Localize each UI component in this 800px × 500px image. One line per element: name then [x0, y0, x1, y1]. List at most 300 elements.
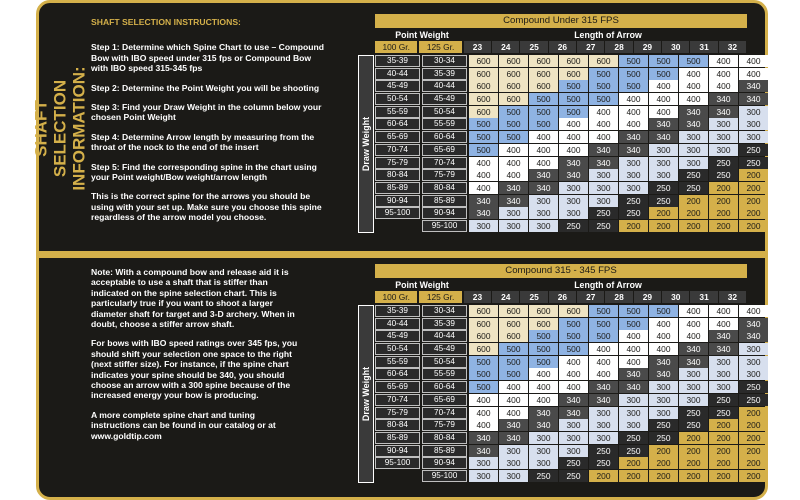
spine-cell: 500 [589, 330, 618, 342]
spine-cell: 600 [529, 318, 558, 330]
spine-cell: 500 [649, 68, 678, 80]
spine-row [469, 419, 769, 432]
spine-cell: 500 [559, 80, 588, 92]
spine-cell: 250 [649, 182, 678, 194]
spine-cell: 400 [469, 407, 498, 419]
point-weight-125gr: 125 Gr. [419, 291, 461, 303]
draw-weight-range-row [375, 220, 469, 233]
draw-weight-range-row [375, 80, 469, 93]
arrow-length-header: 25 [520, 291, 547, 303]
range-125gr: 45-49 [422, 93, 467, 105]
instruction-step: Step 5: Find the corresponding spine in the chart using your Point weight/Bow weight/arrow length [91, 161, 317, 183]
arrow-length-header: 29 [634, 41, 661, 53]
spine-cell: 500 [499, 118, 528, 130]
spine-cell: 300 [739, 106, 768, 118]
spine-cell: 500 [559, 106, 588, 118]
spine-row [469, 195, 769, 208]
draw-weight-range-row [375, 419, 469, 432]
draw-weight-text: Draw Weight [361, 366, 371, 421]
range-125gr: 85-89 [422, 445, 467, 457]
spine-cell: 340 [589, 381, 618, 393]
spine-cell: 340 [559, 169, 588, 181]
spine-cell: 340 [469, 207, 498, 219]
spine-cell: 340 [709, 343, 738, 355]
range-125gr: 40-44 [422, 330, 467, 342]
draw-weight-range-row [375, 381, 469, 394]
instruction-step: Step 2: Determine the Point Weight you will be shooting [91, 82, 320, 93]
draw-weight-range-row [375, 118, 469, 131]
spine-cell: 400 [529, 144, 558, 156]
spine-cell: 500 [619, 55, 648, 67]
spine-cell: 300 [619, 169, 648, 181]
spine-cell: 200 [649, 207, 678, 219]
spine-cell: 400 [499, 157, 528, 169]
spine-row [469, 305, 769, 318]
spine-cell: 340 [679, 343, 708, 355]
spine-cell: 600 [469, 55, 498, 67]
range-125gr: 30-34 [422, 305, 467, 317]
spine-cell: 200 [739, 470, 768, 482]
spine-cell: 400 [709, 80, 738, 92]
spine-cell: 600 [529, 55, 558, 67]
instruction-summary: This is the correct spine for the arrows you should be using with your set up. Make sure you choose this spine regardless of the arrow model you choose. [91, 191, 322, 223]
spine-cell: 400 [529, 157, 558, 169]
spine-cell: 300 [499, 207, 528, 219]
spine-cell: 340 [739, 93, 768, 105]
spine-cell: 340 [649, 118, 678, 130]
spine-cell: 300 [619, 157, 648, 169]
spine-cell: 300 [709, 144, 738, 156]
spine-cell: 500 [469, 356, 498, 368]
spine-cell: 250 [559, 470, 588, 482]
spine-cell: 200 [619, 470, 648, 482]
note-paragraph: A more complete spine chart and tuning instructions can be found in our catalog or at www.goldtip.com [91, 409, 276, 441]
draw-weight-range-row [375, 394, 469, 407]
spine-cell: 400 [529, 381, 558, 393]
spine-cell: 250 [739, 144, 768, 156]
spine-cell: 340 [559, 394, 588, 406]
arrow-length-header: 23 [464, 41, 491, 53]
chart-body [323, 55, 761, 233]
spine-cell: 400 [559, 368, 588, 380]
spine-cell: 300 [709, 131, 738, 143]
spine-row [469, 470, 769, 483]
spine-cell: 340 [559, 157, 588, 169]
range-125gr: 60-64 [422, 131, 467, 143]
arrow-length-header: 31 [690, 41, 717, 53]
spine-row [469, 457, 769, 470]
spine-cell: 300 [529, 457, 558, 469]
draw-weight-label [358, 55, 374, 233]
spine-cell: 300 [739, 118, 768, 130]
spine-cell: 200 [739, 220, 768, 232]
spine-cell: 340 [649, 356, 678, 368]
spine-cell: 400 [529, 368, 558, 380]
spine-cell: 200 [739, 195, 768, 207]
range-100gr: 85-89 [375, 182, 420, 194]
arrow-length-header: 24 [492, 41, 519, 53]
spine-cell: 300 [529, 445, 558, 457]
spine-cell: 600 [559, 68, 588, 80]
range-125gr: 75-79 [422, 419, 467, 431]
spine-cell: 500 [649, 305, 678, 317]
spine-cell: 500 [589, 68, 618, 80]
spine-cell: 400 [679, 305, 708, 317]
range-125gr: 70-74 [422, 157, 467, 169]
spine-cell: 300 [649, 157, 678, 169]
spine-cell: 300 [589, 407, 618, 419]
point-weight-label: Point Weight [395, 30, 449, 40]
spine-cell: 200 [739, 457, 768, 469]
spine-cell: 340 [679, 106, 708, 118]
spine-cell: 200 [709, 220, 738, 232]
length-of-arrow-label: Length of Arrow [574, 280, 642, 290]
spine-cell: 300 [529, 207, 558, 219]
spine-cell: 500 [529, 330, 558, 342]
spine-row [469, 157, 769, 170]
spine-cell: 200 [709, 207, 738, 219]
draw-weight-range-row [375, 182, 469, 195]
draw-weight-range-row [375, 144, 469, 157]
spine-cell: 250 [739, 157, 768, 169]
spine-cell: 400 [619, 93, 648, 105]
draw-weight-range-row [375, 343, 469, 356]
spine-cell: 600 [559, 305, 588, 317]
spine-row [469, 368, 769, 381]
range-125gr: 60-64 [422, 381, 467, 393]
draw-weight-text: Draw Weight [361, 116, 371, 171]
spine-cell: 300 [559, 182, 588, 194]
arrow-length-header: 27 [577, 41, 604, 53]
range-125gr: 35-39 [422, 318, 467, 330]
spine-cell: 600 [469, 318, 498, 330]
spine-cell: 200 [739, 445, 768, 457]
chart-title: Compound 315 - 345 FPS [375, 264, 747, 278]
spine-cell: 200 [679, 207, 708, 219]
spine-cell: 250 [619, 445, 648, 457]
spine-cell: 200 [649, 457, 678, 469]
spine-cell: 200 [589, 470, 618, 482]
spine-cell: 250 [559, 220, 588, 232]
spine-cell: 300 [499, 457, 528, 469]
spine-chart-card [31, 0, 768, 500]
spine-cell: 500 [589, 93, 618, 105]
note-paragraph: For bows with IBO speed ratings over 345 fps, you should shift your selection one space to the right (next stiffer size). For instance, if the spine chart indicates your spine should be 340, you should choose an arrow with a 300 spine because of the increased energy your bow is producing. [91, 338, 298, 401]
range-100gr: 80-84 [375, 419, 420, 431]
range-100gr: 50-54 [375, 93, 420, 105]
range-125gr: 75-79 [422, 169, 467, 181]
spine-cell: 250 [649, 195, 678, 207]
spine-cell: 500 [469, 118, 498, 130]
range-125gr: 30-34 [422, 55, 467, 67]
spine-cell: 200 [739, 169, 768, 181]
spine-cell: 200 [709, 470, 738, 482]
spine-cell: 400 [529, 131, 558, 143]
range-100gr: 45-49 [375, 330, 420, 342]
spine-cell: 340 [649, 368, 678, 380]
spine-cell: 340 [709, 330, 738, 342]
arrow-length-header: 23 [464, 291, 491, 303]
spine-cell: 500 [499, 106, 528, 118]
arrow-length-header: 32 [719, 41, 746, 53]
draw-weight-range-row [375, 432, 469, 445]
spine-cell: 500 [469, 368, 498, 380]
spine-row [469, 318, 769, 331]
spine-cell: 340 [529, 182, 558, 194]
spine-cell: 300 [499, 445, 528, 457]
spine-cell: 340 [499, 432, 528, 444]
spine-cell: 300 [739, 368, 768, 380]
spine-cell: 300 [559, 445, 588, 457]
point-weight-125gr: 125 Gr. [419, 41, 461, 53]
spine-cell: 250 [559, 457, 588, 469]
point-weight-label: Point Weight [395, 280, 449, 290]
draw-weight-range-row [375, 131, 469, 144]
spine-row [469, 118, 769, 131]
spine-cell: 500 [529, 343, 558, 355]
range-100gr: 60-64 [375, 368, 420, 380]
spine-cell: 600 [499, 80, 528, 92]
draw-weight-ranges [375, 305, 469, 483]
spine-cell: 200 [709, 419, 738, 431]
spine-cell: 300 [529, 432, 558, 444]
arrow-length-header: 26 [549, 41, 576, 53]
draw-weight-range-row [375, 157, 469, 170]
spine-cell: 340 [619, 381, 648, 393]
range-125gr: 95-100 [422, 220, 467, 232]
spine-cell: 300 [679, 381, 708, 393]
spine-cell: 250 [589, 457, 618, 469]
spine-cell: 300 [499, 220, 528, 232]
range-100gr [375, 220, 420, 232]
spine-cell: 300 [709, 368, 738, 380]
spine-cell: 400 [559, 144, 588, 156]
spine-cell: 600 [469, 330, 498, 342]
spine-cell: 500 [559, 318, 588, 330]
spine-row [469, 220, 769, 233]
spine-row [469, 432, 769, 445]
spine-cell: 400 [619, 106, 648, 118]
draw-weight-range-row [375, 457, 469, 470]
draw-weight-range-row [375, 368, 469, 381]
spine-cell: 300 [679, 144, 708, 156]
spine-cell: 400 [739, 68, 768, 80]
spine-row [469, 55, 769, 68]
spine-cell: 400 [469, 169, 498, 181]
spine-cell: 600 [469, 343, 498, 355]
spine-cell: 300 [589, 432, 618, 444]
spine-cell: 340 [469, 432, 498, 444]
range-100gr: 95-100 [375, 207, 420, 219]
draw-weight-range-row [375, 169, 469, 182]
spine-cell: 250 [589, 207, 618, 219]
spine-cell: 400 [559, 356, 588, 368]
spine-row [469, 144, 769, 157]
spine-cell: 300 [589, 169, 618, 181]
spine-row [469, 131, 769, 144]
spine-cell: 600 [559, 55, 588, 67]
range-100gr: 60-64 [375, 118, 420, 130]
spine-cell: 300 [709, 118, 738, 130]
spine-cell: 200 [739, 182, 768, 194]
range-125gr: 90-94 [422, 207, 467, 219]
spine-cell: 300 [559, 195, 588, 207]
spine-cell: 600 [499, 68, 528, 80]
arrow-length-header: 31 [690, 291, 717, 303]
spine-chart-under-315 [323, 14, 761, 233]
draw-weight-range-row [375, 445, 469, 458]
range-100gr: 75-79 [375, 407, 420, 419]
range-100gr: 90-94 [375, 445, 420, 457]
spine-cell: 340 [589, 144, 618, 156]
spine-cell: 200 [739, 407, 768, 419]
spine-cell: 300 [649, 381, 678, 393]
range-125gr: 80-84 [422, 182, 467, 194]
spine-cell: 250 [679, 419, 708, 431]
spine-cell: 340 [679, 118, 708, 130]
arrow-length-header: 27 [577, 291, 604, 303]
spine-cell: 500 [499, 368, 528, 380]
arrow-length-header: 28 [605, 41, 632, 53]
range-125gr: 90-94 [422, 457, 467, 469]
spine-row [469, 381, 769, 394]
range-125gr: 45-49 [422, 343, 467, 355]
range-125gr: 85-89 [422, 195, 467, 207]
chart-header-row [375, 279, 747, 291]
spine-cell: 300 [559, 432, 588, 444]
spine-cell: 400 [559, 131, 588, 143]
spine-row [469, 394, 769, 407]
spine-cell: 400 [709, 55, 738, 67]
spine-cell: 250 [649, 432, 678, 444]
spine-cell: 300 [469, 220, 498, 232]
spine-cell: 400 [739, 305, 768, 317]
spine-row [469, 93, 769, 106]
arrow-length-header: 30 [662, 291, 689, 303]
spine-cell: 400 [589, 131, 618, 143]
spine-cell: 400 [679, 80, 708, 92]
range-125gr: 70-74 [422, 407, 467, 419]
spine-cell: 500 [499, 131, 528, 143]
spine-cell: 400 [589, 118, 618, 130]
spine-cell: 400 [649, 330, 678, 342]
chart-title: Compound Under 315 FPS [375, 14, 747, 28]
range-100gr [375, 470, 420, 482]
draw-weight-range-row [375, 305, 469, 318]
spine-cell: 400 [709, 318, 738, 330]
spine-cell: 400 [469, 157, 498, 169]
spine-cell: 300 [619, 182, 648, 194]
spine-cell: 200 [739, 419, 768, 431]
spine-cell: 340 [619, 368, 648, 380]
spine-cell: 300 [589, 195, 618, 207]
spine-row [469, 207, 769, 220]
spine-cell: 250 [679, 169, 708, 181]
spine-cell: 600 [499, 330, 528, 342]
spine-cell: 200 [709, 457, 738, 469]
spine-cell: 200 [709, 195, 738, 207]
range-100gr: 85-89 [375, 432, 420, 444]
spine-row [469, 445, 769, 458]
spine-cell: 250 [529, 470, 558, 482]
draw-weight-range-row [375, 470, 469, 483]
spine-cell: 300 [619, 394, 648, 406]
instructions-heading: SHAFT SELECTION INSTRUCTIONS: [91, 17, 241, 27]
spine-cell: 200 [709, 432, 738, 444]
side-title-text: SHAFT SELECTION INFORMATION: [31, 65, 89, 191]
spine-cell: 300 [469, 457, 498, 469]
spine-cell: 400 [679, 93, 708, 105]
arrow-length-header: 28 [605, 291, 632, 303]
range-100gr: 55-59 [375, 356, 420, 368]
spine-cell: 500 [589, 305, 618, 317]
spine-cell: 340 [589, 157, 618, 169]
arrow-length-header: 25 [520, 41, 547, 53]
spine-cell: 300 [679, 394, 708, 406]
spine-cell: 340 [739, 318, 768, 330]
spine-cell: 300 [589, 419, 618, 431]
draw-weight-range-row [375, 68, 469, 81]
spine-cell: 300 [679, 368, 708, 380]
spine-cell: 200 [679, 195, 708, 207]
notes-panel [91, 267, 306, 450]
spine-cell: 400 [499, 394, 528, 406]
range-125gr: 35-39 [422, 68, 467, 80]
spine-cell: 600 [499, 55, 528, 67]
spine-cell: 340 [499, 195, 528, 207]
spine-cell: 340 [529, 419, 558, 431]
arrow-length-header: 26 [549, 291, 576, 303]
range-125gr: 50-54 [422, 356, 467, 368]
spine-cell: 300 [619, 419, 648, 431]
spine-cell: 600 [499, 305, 528, 317]
spine-cell: 600 [499, 93, 528, 105]
spine-cell: 340 [529, 407, 558, 419]
spine-cell: 400 [649, 318, 678, 330]
spine-cell: 400 [619, 356, 648, 368]
spine-cell: 300 [559, 419, 588, 431]
range-125gr: 80-84 [422, 432, 467, 444]
spine-cell: 200 [619, 457, 648, 469]
spine-row [469, 330, 769, 343]
spine-cell: 400 [559, 118, 588, 130]
spine-cell: 400 [559, 381, 588, 393]
range-100gr: 45-49 [375, 80, 420, 92]
spine-cell: 200 [709, 182, 738, 194]
spine-cell: 300 [649, 407, 678, 419]
spine-cell: 300 [739, 131, 768, 143]
spine-cell: 300 [739, 356, 768, 368]
spine-cell: 200 [709, 445, 738, 457]
spine-row [469, 343, 769, 356]
spine-cell: 400 [709, 305, 738, 317]
spine-cell: 250 [709, 394, 738, 406]
spine-row [469, 80, 769, 93]
spine-cell: 250 [709, 407, 738, 419]
spine-cell: 400 [619, 343, 648, 355]
spine-cell: 500 [529, 356, 558, 368]
spine-cell: 400 [469, 419, 498, 431]
spine-row [469, 356, 769, 369]
spine-cell: 400 [499, 381, 528, 393]
spine-cell: 300 [529, 195, 558, 207]
spine-cell: 600 [529, 305, 558, 317]
spine-cell: 500 [469, 131, 498, 143]
chart-header-row [375, 29, 747, 41]
spine-cell: 400 [619, 118, 648, 130]
spine-cell: 400 [619, 330, 648, 342]
arrow-length-header: 29 [634, 291, 661, 303]
